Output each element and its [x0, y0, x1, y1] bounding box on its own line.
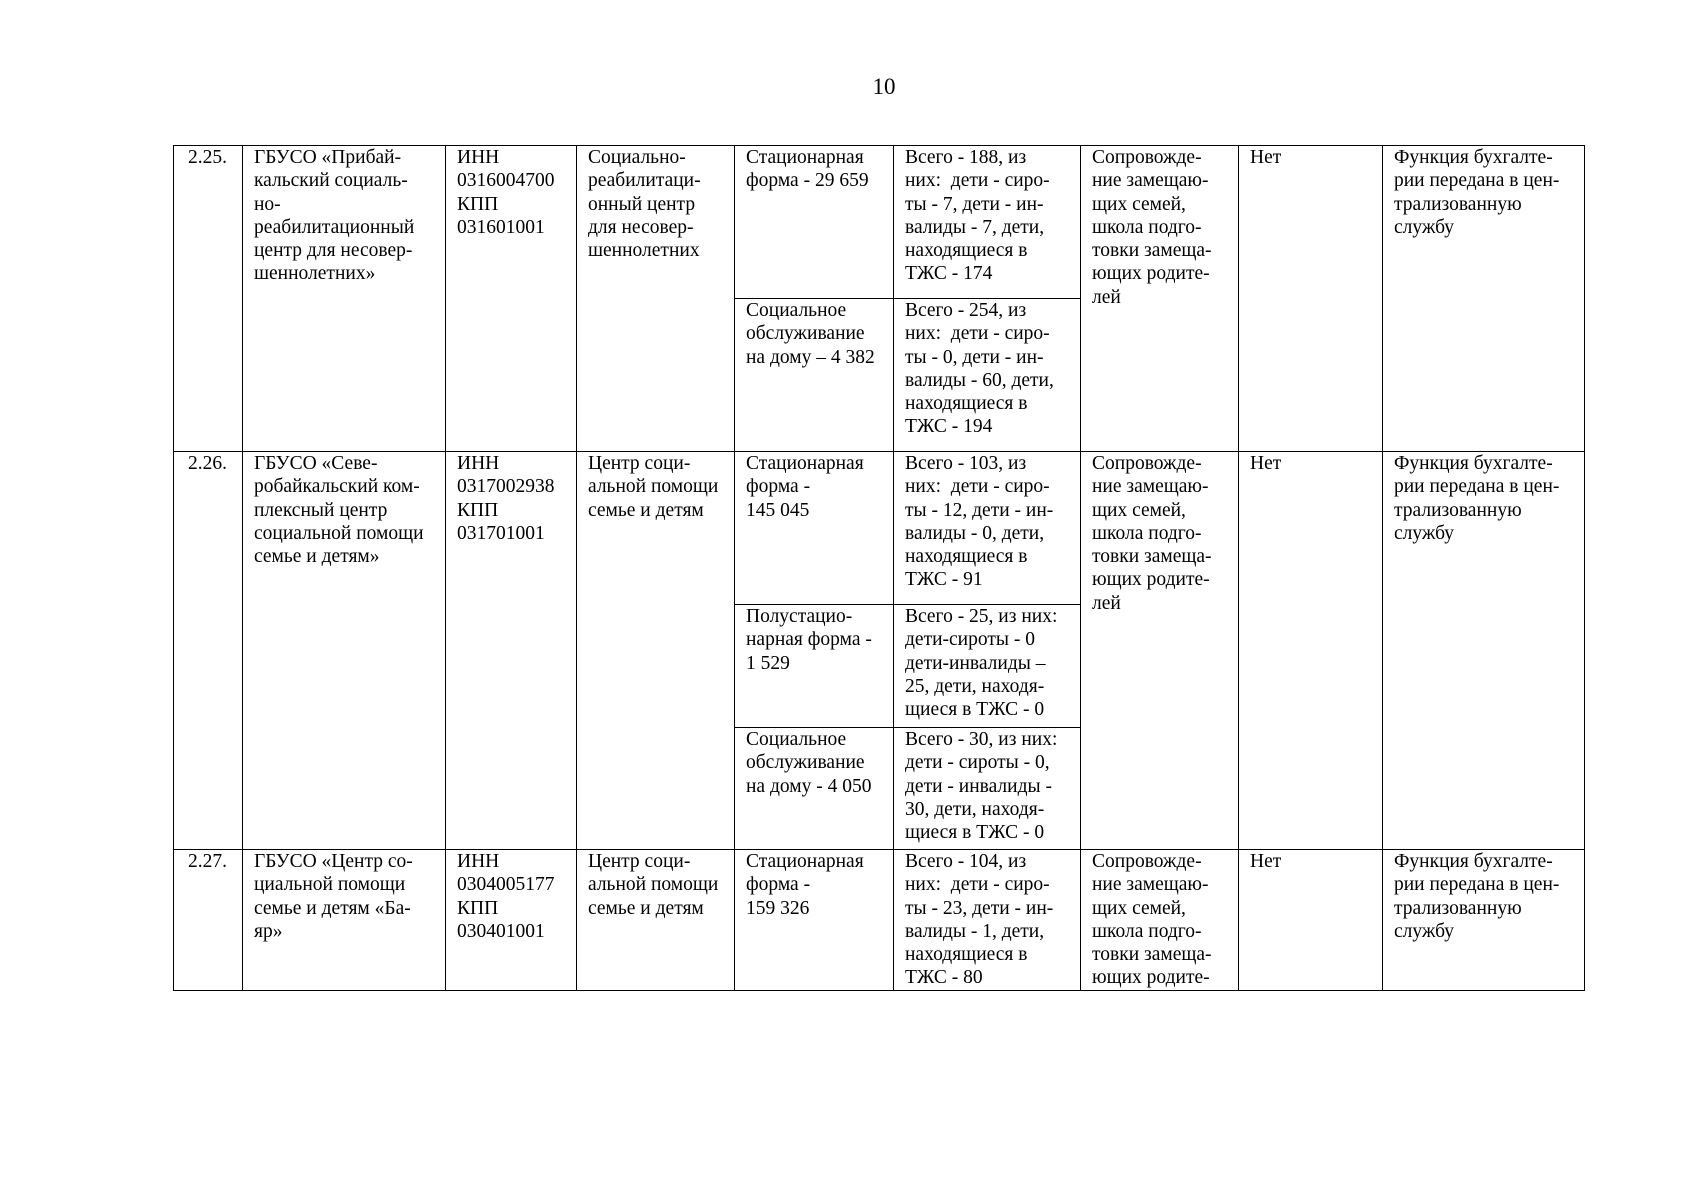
institution-name: ГБУСО «Центр со- циальной помощи семье и детям «Ба- яр»	[243, 850, 446, 991]
service-stats: Всего - 103, из них: дети - сиро- ты - 12, дети - ин- валиды - 0, дети, находящиеся в ТЖС - 91	[894, 452, 1081, 605]
flag-value: Нет	[1239, 850, 1383, 991]
row-number: 2.26.	[174, 452, 243, 850]
service-form: Социальное обслуживание на дому - 4 050	[735, 728, 894, 850]
service-stats: Всего - 254, из них: дети - сиро- ты - 0, дети - ин- валиды - 60, дети, находящиеся в ТЖС - 194	[894, 299, 1081, 452]
flag-value: Нет	[1239, 146, 1383, 452]
table-row	[174, 452, 1585, 605]
institution-name: ГБУСО «Севе- робайкальский ком- плексный центр социальной помощи семье и детям»	[243, 452, 446, 850]
page-number: 10	[872, 74, 896, 99]
service-form: Стационарная форма - 159 326	[735, 850, 894, 991]
institution-type: Центр соци- альной помощи семье и детям	[577, 850, 735, 991]
inn-kpp: ИНН 0317002938 КПП 031701001	[446, 452, 577, 850]
support-services: Сопровожде- ние замещаю- щих семей, школа подго- товки замеща- ющих родите- лей	[1081, 452, 1239, 850]
service-stats: Всего - 25, из них: дети-сироты - 0 дети-инвалиды – 25, дети, находя- щиеся в ТЖС - 0	[894, 605, 1081, 728]
row-number: 2.27.	[174, 850, 243, 991]
institution-type: Центр соци- альной помощи семье и детям	[577, 452, 735, 850]
service-stats: Всего - 30, из них: дети - сироты - 0, дети - инвалиды - 30, дети, находя- щиеся в ТЖС - 0	[894, 728, 1081, 850]
institution-name: ГБУСО «Прибай- кальский социаль- но- реабилитационный центр для несовер- шеннолетних»	[243, 146, 446, 452]
flag-value: Нет	[1239, 452, 1383, 850]
institutions-table	[173, 145, 1585, 991]
table-row	[174, 146, 1585, 299]
accounting-note: Функция бухгалте- рии передана в цен- трализованную службу	[1383, 850, 1585, 991]
accounting-note: Функция бухгалте- рии передана в цен- трализованную службу	[1383, 452, 1585, 850]
inn-kpp: ИНН 0304005177 КПП 030401001	[446, 850, 577, 991]
table-row	[174, 850, 1585, 991]
support-services: Сопровожде- ние замещаю- щих семей, школа подго- товки замеща- ющих родите- лей	[1081, 146, 1239, 452]
support-services: Сопровожде- ние замещаю- щих семей, школа подго- товки замеща- ющих родите-	[1081, 850, 1239, 991]
service-stats: Всего - 104, из них: дети - сиро- ты - 23, дети - ин- валиды - 1, дети, находящиеся в ТЖС - 80	[894, 850, 1081, 991]
service-form: Социальное обслуживание на дому – 4 382	[735, 299, 894, 452]
service-stats: Всего - 188, из них: дети - сиро- ты - 7, дети - ин- валиды - 7, дети, находящиеся в ТЖС - 174	[894, 146, 1081, 299]
row-number: 2.25.	[174, 146, 243, 452]
service-form: Стационарная форма - 29 659	[735, 146, 894, 299]
accounting-note: Функция бухгалте- рии передана в цен- трализованную службу	[1383, 146, 1585, 452]
service-form: Полустацио- нарная форма - 1 529	[735, 605, 894, 728]
inn-kpp: ИНН 0316004700 КПП 031601001	[446, 146, 577, 452]
institution-type: Социально- реабилитаци- онный центр для несовер- шеннолетних	[577, 146, 735, 452]
service-form: Стационарная форма - 145 045	[735, 452, 894, 605]
